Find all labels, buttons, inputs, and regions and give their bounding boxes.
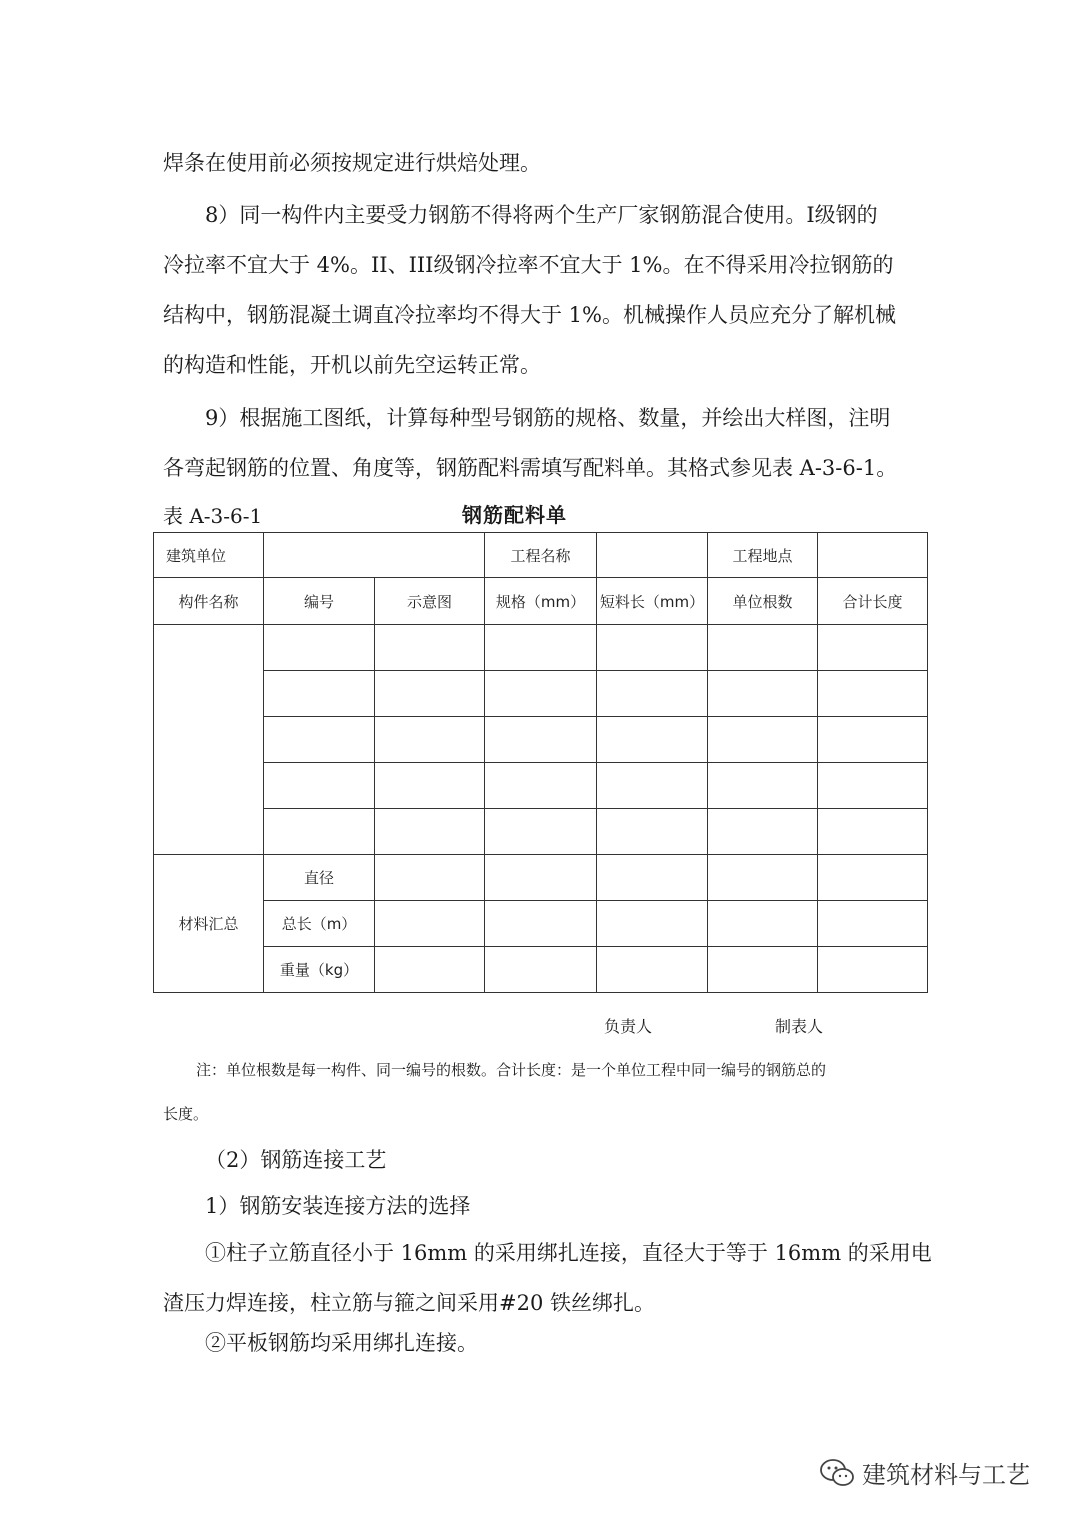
table-cell bbox=[597, 717, 708, 763]
subsection-heading: 1）钢筋安装连接方法的选择 bbox=[205, 1194, 471, 1218]
table-cell bbox=[708, 625, 818, 671]
column-header: 规格（mm） bbox=[485, 578, 597, 625]
table-cell bbox=[264, 763, 375, 809]
table-cell bbox=[597, 901, 708, 947]
table-cell bbox=[597, 947, 708, 993]
summary-row-label: 总长（m） bbox=[264, 901, 375, 947]
table-cell bbox=[818, 809, 928, 855]
paragraph-line: 冷拉率不宜大于 4%。II、III级钢冷拉率不宜大于 1%。在不得采用冷拉钢筋的 bbox=[163, 253, 894, 277]
section-heading: （2）钢筋连接工艺 bbox=[205, 1148, 387, 1172]
table-cell bbox=[375, 671, 485, 717]
paragraph-welding-rods: 焊条在使用前必须按规定进行烘焙处理。 bbox=[163, 151, 541, 175]
paragraph-item-8 bbox=[163, 190, 923, 390]
table-cell bbox=[375, 809, 485, 855]
wechat-icon bbox=[820, 1459, 854, 1487]
table-cell bbox=[708, 855, 818, 901]
table-cell bbox=[818, 625, 928, 671]
responsible-person-label: 负责人 bbox=[604, 1017, 653, 1036]
table-cell bbox=[818, 947, 928, 993]
project-location-label: 工程地点 bbox=[708, 533, 818, 578]
project-location-value bbox=[818, 533, 928, 578]
component-name-cell bbox=[154, 625, 264, 855]
summary-row bbox=[154, 855, 928, 901]
paragraph-column-rebar bbox=[163, 1228, 932, 1328]
table-note-line: 注：单位根数是每一构件、同一编号的根数。合计长度：是一个单位工程中同一编号的钢筋总的 bbox=[196, 1061, 827, 1079]
table-cell bbox=[818, 855, 928, 901]
table-caption: 表 A-3-6-1 bbox=[163, 504, 263, 528]
building-unit-label: 建筑单位 bbox=[154, 533, 264, 578]
table-cell bbox=[708, 947, 818, 993]
column-header-row bbox=[154, 578, 928, 625]
column-header: 单位根数 bbox=[708, 578, 818, 625]
table-cell bbox=[264, 671, 375, 717]
table-cell bbox=[597, 671, 708, 717]
table-header-row bbox=[154, 533, 928, 578]
table-cell bbox=[485, 671, 597, 717]
building-unit-value bbox=[264, 533, 485, 578]
rebar-schedule-table bbox=[153, 532, 928, 993]
summary-row bbox=[154, 901, 928, 947]
table-row bbox=[154, 809, 928, 855]
summary-row bbox=[154, 947, 928, 993]
summary-row-label: 重量（kg） bbox=[264, 947, 375, 993]
table-cell bbox=[708, 901, 818, 947]
table-cell bbox=[708, 717, 818, 763]
paragraph-line: 的构造和性能，开机以前先空运转正常。 bbox=[163, 353, 541, 377]
table-cell bbox=[708, 671, 818, 717]
table-row bbox=[154, 625, 928, 671]
table-cell bbox=[485, 763, 597, 809]
table-cell bbox=[818, 717, 928, 763]
project-name-label: 工程名称 bbox=[485, 533, 597, 578]
paragraph-line: 渣压力焊连接，柱立筋与箍之间采用#20 铁丝绑扎。 bbox=[163, 1291, 655, 1315]
paragraph-line: 9）根据施工图纸，计算每种型号钢筋的规格、数量，并绘出大样图，注明 bbox=[205, 406, 891, 430]
table-cell bbox=[597, 809, 708, 855]
table-cell bbox=[485, 947, 597, 993]
column-header: 短料长（mm） bbox=[597, 578, 708, 625]
paragraph-line: 各弯起钢筋的位置、角度等，钢筋配料需填写配料单。其格式参见表 A-3-6-1。 bbox=[163, 456, 898, 480]
table-cell bbox=[818, 671, 928, 717]
table-cell bbox=[597, 625, 708, 671]
table-cell bbox=[708, 809, 818, 855]
table-title: 钢筋配料单 bbox=[462, 503, 567, 527]
watermark bbox=[820, 1455, 1030, 1490]
column-header: 构件名称 bbox=[154, 578, 264, 625]
preparer-label: 制表人 bbox=[775, 1017, 824, 1036]
material-summary-label: 材料汇总 bbox=[154, 855, 264, 993]
table-cell bbox=[485, 717, 597, 763]
table-note-line: 长度。 bbox=[163, 1105, 209, 1123]
table-cell bbox=[264, 809, 375, 855]
table-cell bbox=[485, 625, 597, 671]
table-cell bbox=[485, 855, 597, 901]
table-cell bbox=[264, 625, 375, 671]
watermark-text: 建筑材料与工艺 bbox=[862, 1461, 1030, 1489]
table-row bbox=[154, 717, 928, 763]
table-cell bbox=[818, 901, 928, 947]
table-cell bbox=[375, 901, 485, 947]
table-cell bbox=[375, 855, 485, 901]
column-header: 编号 bbox=[264, 578, 375, 625]
table-cell bbox=[485, 809, 597, 855]
table-row bbox=[154, 763, 928, 809]
table-row bbox=[154, 671, 928, 717]
project-name-value bbox=[597, 533, 708, 578]
table-cell bbox=[264, 717, 375, 763]
table-cell bbox=[375, 763, 485, 809]
table-cell bbox=[375, 717, 485, 763]
paragraph-line: 结构中，钢筋混凝土调直冷拉率均不得大于 1%。机械操作人员应充分了解机械 bbox=[163, 303, 896, 327]
table-cell bbox=[708, 763, 818, 809]
table-cell bbox=[375, 947, 485, 993]
table-cell bbox=[375, 625, 485, 671]
paragraph-slab-rebar: ②平板钢筋均采用绑扎连接。 bbox=[205, 1331, 478, 1355]
table-cell bbox=[818, 763, 928, 809]
paragraph-line: 8）同一构件内主要受力钢筋不得将两个生产厂家钢筋混合使用。I级钢的 bbox=[205, 203, 878, 227]
column-header: 示意图 bbox=[375, 578, 485, 625]
table-cell bbox=[597, 855, 708, 901]
paragraph-line: ①柱子立筋直径小于 16mm 的采用绑扎连接，直径大于等于 16mm 的采用电 bbox=[205, 1241, 932, 1265]
table-cell bbox=[485, 901, 597, 947]
table-cell bbox=[597, 763, 708, 809]
paragraph-item-9 bbox=[163, 393, 923, 493]
summary-row-label: 直径 bbox=[264, 855, 375, 901]
column-header: 合计长度 bbox=[818, 578, 928, 625]
